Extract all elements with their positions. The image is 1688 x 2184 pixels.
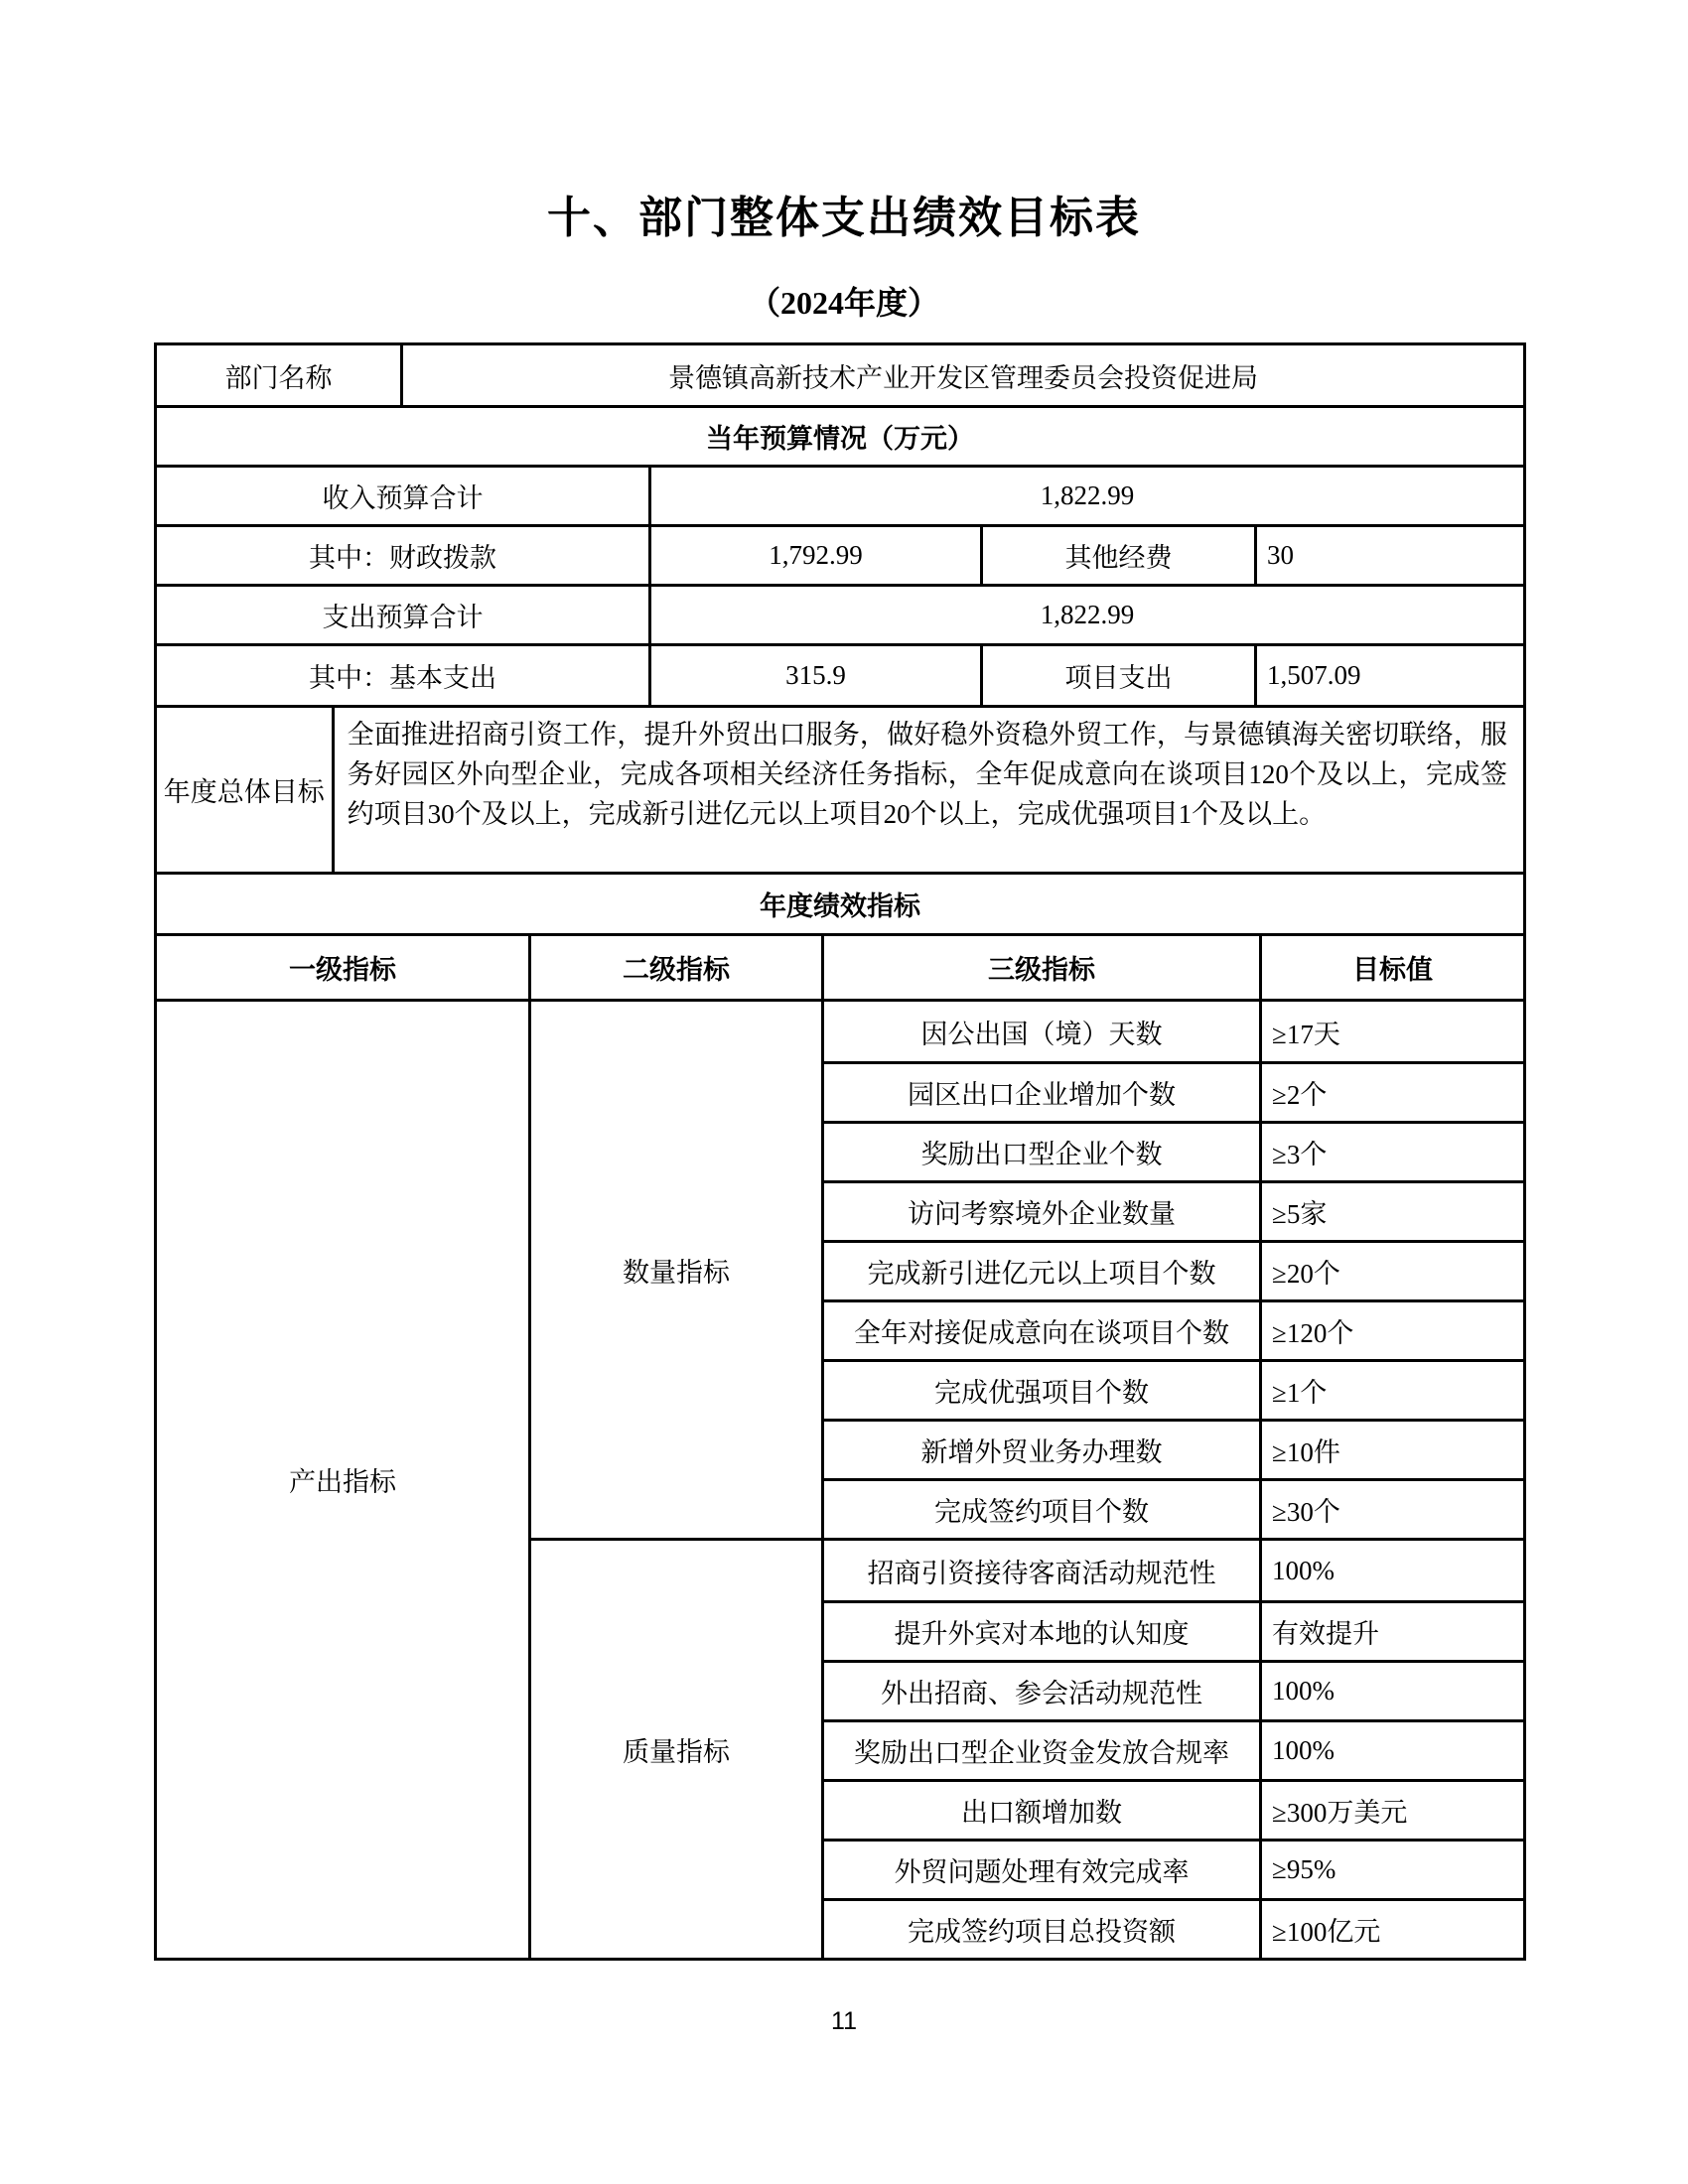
target-value: ≥10件	[1259, 1422, 1523, 1478]
col-header-level2: 二级指标	[528, 936, 821, 999]
level3-indicator: 访问考察境外企业数量	[821, 1183, 1259, 1240]
expense-total-value: 1,822.99	[648, 587, 1523, 643]
budget-header: 当年预算情况（万元）	[706, 424, 974, 454]
level3-indicator: 新增外贸业务办理数	[821, 1422, 1259, 1478]
target-value: ≥300万美元	[1259, 1782, 1523, 1839]
annual-goal-row	[157, 705, 1523, 872]
income-total-row	[157, 465, 1523, 524]
performance-target-table	[154, 342, 1526, 1961]
target-value: ≥5家	[1259, 1183, 1523, 1240]
income-total-label: 收入预算合计	[322, 483, 484, 513]
indicator-row	[821, 1541, 1523, 1600]
indicator-row	[821, 1898, 1523, 1958]
indicator-row	[821, 1779, 1523, 1839]
indicator-row	[821, 1660, 1523, 1719]
annual-goal-text: 全面推进招商引资工作，提升外贸出口服务，做好稳外资稳外贸工作，与景德镇海关密切联络，服务好园区外向型企业，完成各项相关经济任务指标，全年促成意向在谈项目120个及以上，完成签约项目30个及以上，完成新引进亿元以上项目20个以上，完成优强项目1个及以上。	[332, 708, 1523, 872]
target-value: 100%	[1259, 1541, 1523, 1600]
fiscal-row	[157, 524, 1523, 584]
basic-expense-label: 其中：基本支出	[309, 663, 496, 693]
level3-indicator: 奖励出口型企业个数	[821, 1124, 1259, 1180]
level3-indicator: 完成签约项目总投资额	[821, 1901, 1259, 1958]
level3-indicator: 园区出口企业增加个数	[821, 1064, 1259, 1121]
level3-indicator: 提升外宾对本地的认知度	[821, 1603, 1259, 1660]
target-value: ≥20个	[1259, 1243, 1523, 1299]
target-value: ≥30个	[1259, 1481, 1523, 1538]
level2-label: 数量指标	[528, 1002, 821, 1538]
level2-label: 质量指标	[528, 1541, 821, 1958]
level3-indicator: 外贸问题处理有效完成率	[821, 1842, 1259, 1898]
level3-indicator: 招商引资接待客商活动规范性	[821, 1541, 1259, 1600]
target-value: ≥17天	[1259, 1002, 1523, 1061]
indicator-row	[821, 1180, 1523, 1240]
page-subtitle: （2024年度）	[748, 285, 939, 321]
indicator-group	[528, 1538, 1523, 1958]
indicator-row	[821, 1419, 1523, 1478]
indicator-group	[528, 1002, 1523, 1538]
expense-total-label: 支出预算合计	[322, 603, 484, 632]
col-header-level3: 三级指标	[821, 936, 1259, 999]
level1-label: 产出指标	[289, 1467, 396, 1497]
target-value: ≥2个	[1259, 1064, 1523, 1121]
project-expense-label: 项目支出	[980, 646, 1254, 705]
indicator-groups	[528, 1002, 1523, 1958]
indicator-row	[821, 1478, 1523, 1538]
level3-indicator: 完成签约项目个数	[821, 1481, 1259, 1538]
target-value: ≥3个	[1259, 1124, 1523, 1180]
column-header-row	[157, 933, 1523, 999]
indicators-header: 年度绩效指标	[760, 891, 920, 921]
col-header-level1: 一级指标	[289, 955, 396, 985]
level3-indicator: 完成优强项目个数	[821, 1362, 1259, 1419]
budget-header-row	[157, 405, 1523, 465]
level3-indicator: 完成新引进亿元以上项目个数	[821, 1243, 1259, 1299]
department-name: 景德镇高新技术产业开发区管理委员会投资促进局	[400, 345, 1523, 405]
other-funds-label: 其他经费	[980, 527, 1254, 584]
target-value: ≥1个	[1259, 1362, 1523, 1419]
project-expense-value: 1,507.09	[1254, 646, 1523, 705]
target-value: 100%	[1259, 1722, 1523, 1779]
level3-indicator: 因公出国（境）天数	[821, 1002, 1259, 1061]
page-title: 十、部门整体支出绩效目标表	[547, 194, 1141, 242]
indicator-row	[821, 1061, 1523, 1121]
other-funds-value: 30	[1254, 527, 1523, 584]
indicator-row	[821, 1719, 1523, 1779]
department-row	[157, 345, 1523, 405]
target-value: ≥100亿元	[1259, 1901, 1523, 1958]
level3-indicator: 出口额增加数	[821, 1782, 1259, 1839]
indicators-header-row	[157, 872, 1523, 933]
target-value: ≥95%	[1259, 1842, 1523, 1898]
fiscal-label: 其中：财政拨款	[309, 543, 496, 573]
indicator-row	[821, 1121, 1523, 1180]
basic-expense-row	[157, 643, 1523, 705]
target-value: 100%	[1259, 1663, 1523, 1719]
basic-expense-value: 315.9	[648, 646, 980, 705]
indicator-row	[821, 1359, 1523, 1419]
target-value: 有效提升	[1259, 1603, 1523, 1660]
department-label: 部门名称	[224, 362, 333, 393]
expense-total-row	[157, 584, 1523, 643]
income-total-value: 1,822.99	[648, 468, 1523, 524]
page-number: 11	[831, 2007, 857, 2035]
indicator-row	[821, 1839, 1523, 1898]
fiscal-value: 1,792.99	[648, 527, 980, 584]
col-header-target: 目标值	[1259, 936, 1523, 999]
indicator-row	[821, 1600, 1523, 1660]
level3-block	[821, 1002, 1523, 1538]
annual-goal-label: 年度总体目标	[163, 777, 325, 807]
level3-indicator: 全年对接促成意向在谈项目个数	[821, 1302, 1259, 1359]
level3-indicator: 奖励出口型企业资金发放合规率	[821, 1722, 1259, 1779]
level3-block	[821, 1541, 1523, 1958]
indicator-row	[821, 1240, 1523, 1299]
level3-indicator: 外出招商、参会活动规范性	[821, 1663, 1259, 1719]
indicator-row	[821, 1299, 1523, 1359]
indicator-row	[821, 1002, 1523, 1061]
indicator-section	[157, 999, 1523, 1958]
target-value: ≥120个	[1259, 1302, 1523, 1359]
